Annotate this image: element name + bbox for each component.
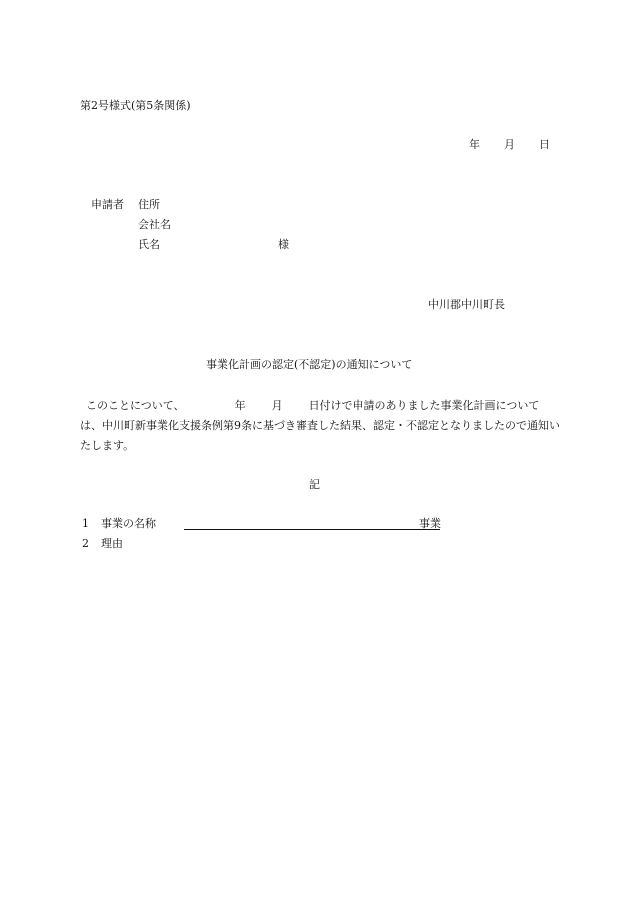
address-label: 住所 <box>138 198 160 211</box>
item-number: 1 <box>82 517 89 530</box>
body-year-label: 年 <box>234 399 246 412</box>
applicant-role-label: 申請者 <box>91 198 124 211</box>
date-line <box>469 138 550 152</box>
item-label-project-name: 事業の名称 <box>101 517 156 530</box>
date-month-label: 月 <box>504 138 515 151</box>
item-label-reason: 理由 <box>101 537 123 550</box>
date-year-label: 年 <box>469 138 480 151</box>
honorific-label: 様 <box>278 238 289 251</box>
company-name-label: 会社名 <box>138 218 171 231</box>
body-rest: 日付けで申請のありました事業化計画については、中川町新事業化支援条例第9条に基づき審査した結果、認定・不認定となりましたので通知いたします。 <box>80 399 560 452</box>
person-name-label: 氏名 <box>138 238 160 251</box>
body-month-label: 月 <box>271 399 283 412</box>
document-title: 事業化計画の認定(不認定)の通知について <box>206 358 413 371</box>
form-number-label: 第2号様式(第5条関係) <box>80 99 191 112</box>
body-paragraph <box>80 396 560 456</box>
date-day-label: 日 <box>539 138 550 151</box>
item-number: 2 <box>82 537 89 550</box>
body-intro: このことについて、 <box>86 399 185 412</box>
ki-heading: 記 <box>309 478 320 491</box>
item-suffix-project: 事業 <box>419 517 441 530</box>
project-name-underline <box>184 529 440 530</box>
issuer-name: 中川郡中川町長 <box>428 298 505 311</box>
